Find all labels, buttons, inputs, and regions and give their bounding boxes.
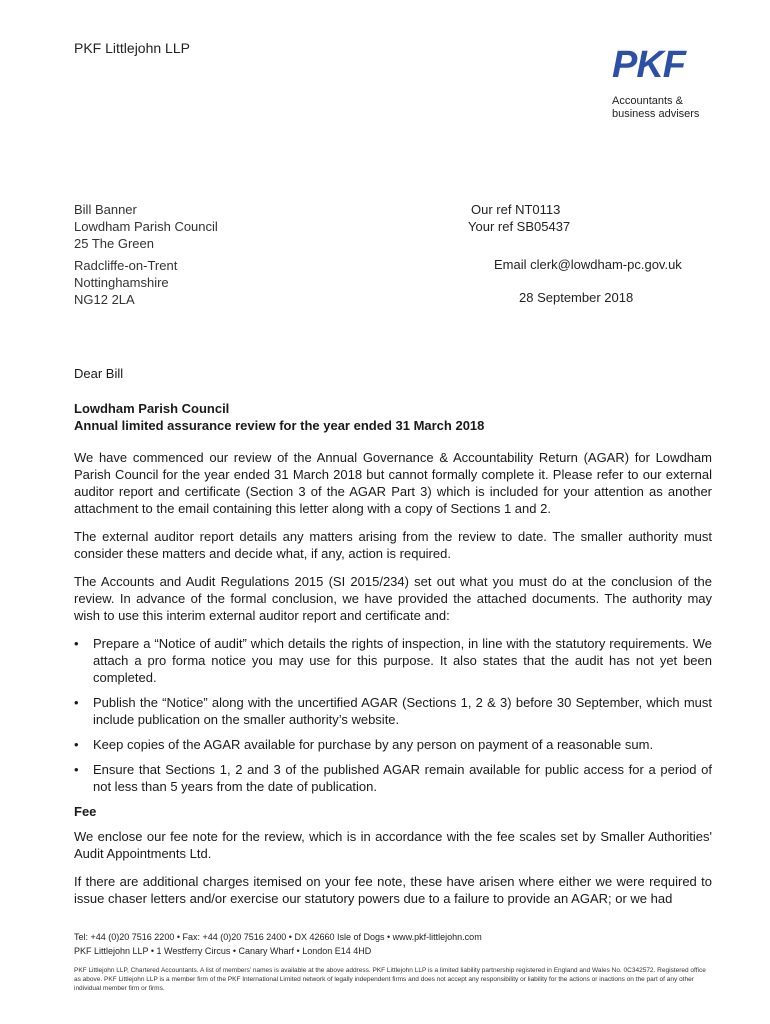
footer-contact-line: Tel: +44 (0)20 7516 2200 • Fax: +44 (0)20 7516 2400 • DX 42660 Isle of Dogs • www.pkf-littlejohn.com (74, 932, 482, 942)
fee-paragraph-1: We enclose our fee note for the review, which is in accordance with the fee scales set by Smaller Authorities' Audit Appointments Ltd. (74, 829, 712, 861)
email-reference: Email clerk@lowdham-pc.gov.uk (494, 257, 682, 272)
body-paragraph-1: We have commenced our review of the Annual Governance & Accountability Return (AGAR) for Lowdham Parish Council for the year ended 31 March 2018 but cannot formally complete it. Please refer to our external auditor report and certificate (Section 3 of the AGAR Part 3) which is included for your attention as another attachment to the email containing this letter along with a copy of Sections 1 and 2. (74, 450, 712, 516)
list-item: • Publish the “Notice” along with the uncertified AGAR (Sections 1, 2 & 3) before 30 September, which must include publication on the smaller authority’s website. (74, 694, 712, 728)
recipient-postcode: NG12 2LA (74, 292, 135, 307)
recipient-organisation: Lowdham Parish Council (74, 219, 218, 234)
footer-contact (74, 930, 482, 958)
recipient-town: Radcliffe-on-Trent (74, 258, 178, 273)
logo-tagline (612, 95, 699, 121)
list-item: • Keep copies of the AGAR available for purchase by any person on payment of a reasonable sum. (74, 736, 712, 753)
recipient-street: 25 The Green (74, 236, 154, 251)
subject-line-2: Annual limited assurance review for the year ended 31 March 2018 (74, 418, 485, 433)
fee-heading: Fee (74, 804, 97, 819)
reference-block (468, 201, 570, 235)
recipient-address-bottom (74, 257, 177, 308)
pkf-logo (612, 44, 685, 86)
recipient-address-top (74, 201, 218, 252)
footer-address-line: PKF Littlejohn LLP • 1 Westferry Circus • Canary Wharf • London E14 4HD (74, 946, 372, 956)
subject-line-1: Lowdham Parish Council (74, 401, 230, 416)
salutation: Dear Bill (74, 366, 124, 381)
body-paragraph-3: The Accounts and Audit Regulations 2015 (SI 2015/234) set out what you must do at the conclusion of the review. In advance of the formal conclusion, we have provided the attached documents. The authority may wish to use this interim external auditor report and certificate and: (74, 574, 712, 623)
letter-date: 28 September 2018 (519, 290, 634, 305)
body-paragraph-2: The external auditor report details any matters arising from the review to date. The smaller authority must consider these matters and decide what, if any, action is required. (74, 529, 712, 561)
our-reference: Our ref NT0113 (471, 202, 561, 217)
list-item: • Ensure that Sections 1, 2 and 3 of the published AGAR remain available for public access for a period of not less than 5 years from the date of publication. (74, 761, 712, 795)
your-reference: Your ref SB05437 (468, 219, 571, 234)
firm-name-header: PKF Littlejohn LLP (74, 40, 190, 56)
letter-body (74, 449, 712, 918)
fee-paragraph-2: If there are additional charges itemised on your fee note, these have arisen where either we were required to issue chaser letters and/or exercise our statutory powers due to a failure to provide an AGAR; or we had (74, 874, 712, 906)
tagline-line-2: business advisers (612, 108, 700, 120)
footer-legal-text: PKF Littlejohn LLP, Chartered Accountants. A list of members’ names is available at the above address. PKF Littlejohn LLP is a limited liability partnership registered in England and Wales No. 0C342572. Registered office as above. PKF Littlejohn LLP is a member firm of the PKF International Limited network of legally independent firms and does not accept any responsibility or liability for the actions or inactions on the part of any other individual member firm or firms. (74, 967, 706, 992)
recipient-name: Bill Banner (74, 202, 137, 217)
recipient-county: Nottinghamshire (74, 275, 169, 290)
subject-heading (74, 400, 484, 434)
requirements-list (74, 635, 712, 795)
tagline-line-1: Accountants & (612, 95, 683, 107)
list-item: • Prepare a “Notice of audit” which details the rights of inspection, in line with the statutory requirements. We attach a pro forma notice you may use for this purpose. It also states that the audit has not yet been completed. (74, 635, 712, 686)
pkf-logo-text: PKF (612, 44, 685, 86)
